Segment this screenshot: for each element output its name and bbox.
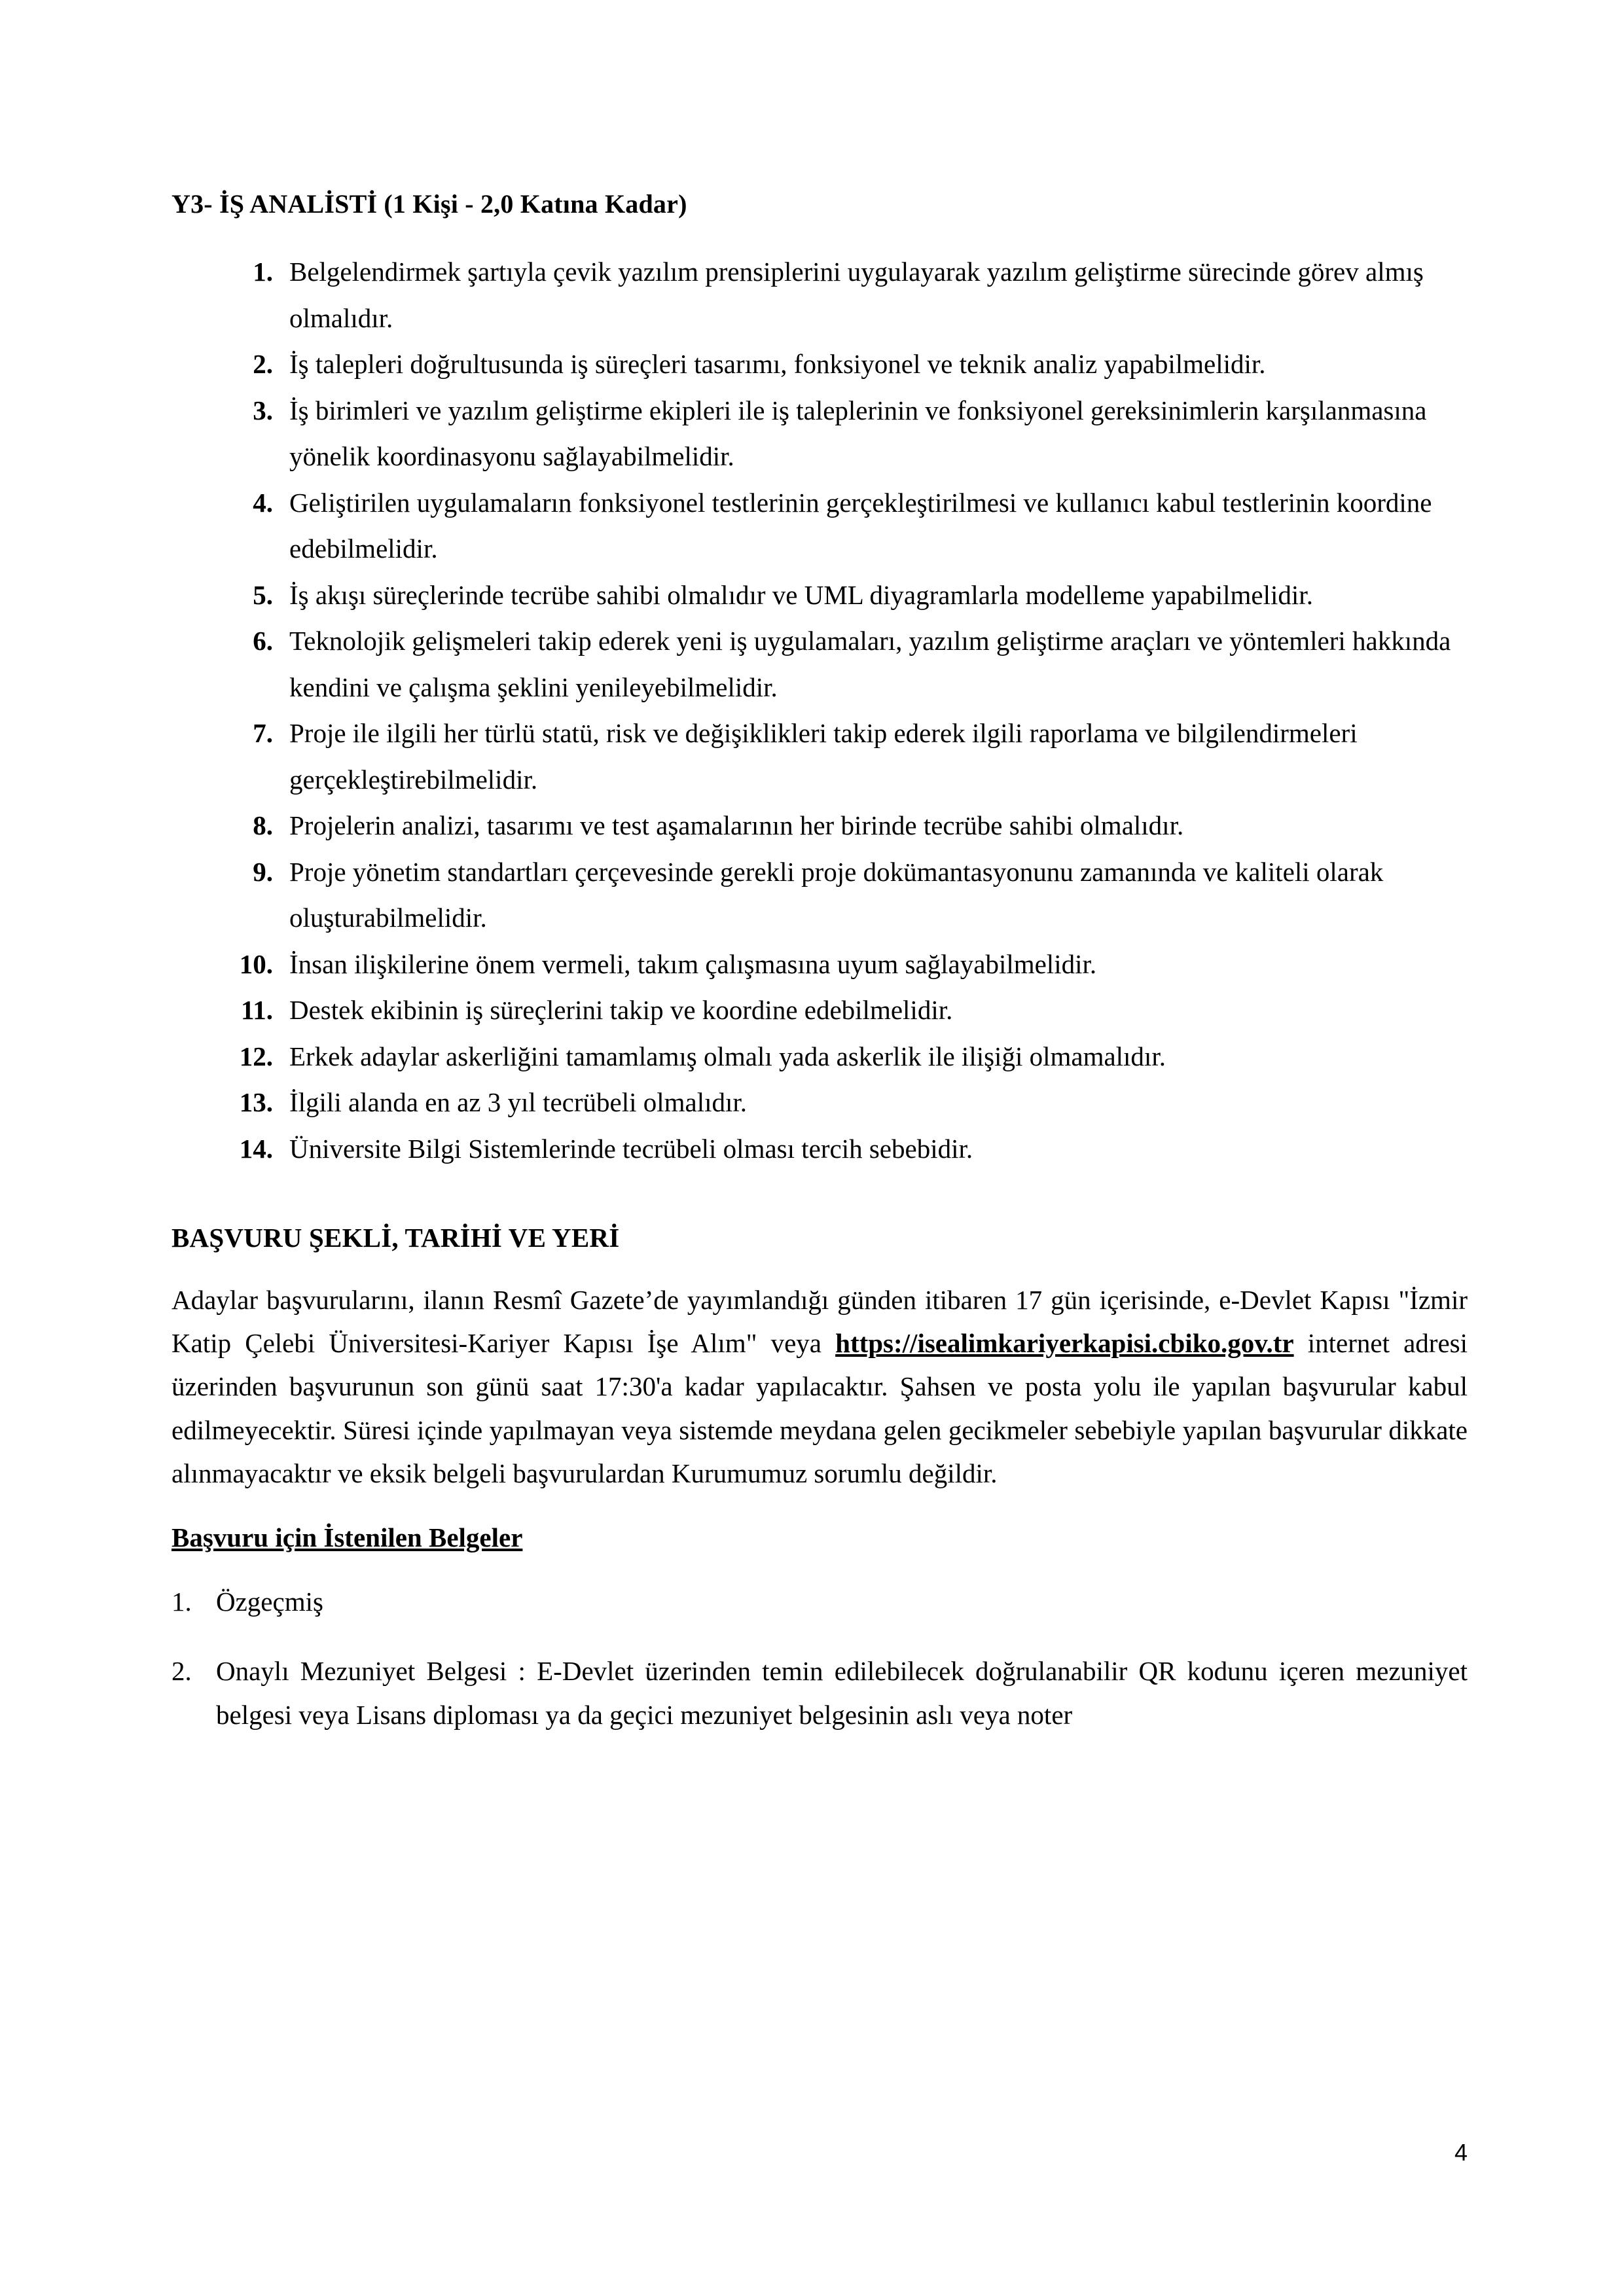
qualifications-list — [171, 249, 1468, 1172]
list-item-text: Erkek adaylar askerliğini tamamlamış olmalı yada askerlik ile ilişiği olmamalıdır. — [289, 1041, 1166, 1071]
list-item — [171, 941, 1468, 988]
list-item-text: Geliştirilen uygulamaların fonksiyonel testlerinin gerçekleştirilmesi ve kullanıcı kabul testlerinin koordine edebilmelidir. — [289, 487, 1432, 564]
list-item-number: 7. — [253, 718, 273, 749]
list-item-number: 1. — [171, 1586, 192, 1617]
list-item-number: 4. — [253, 487, 273, 518]
list-item-number: 5. — [253, 579, 273, 610]
list-item-text: İlgili alanda en az 3 yıl tecrübeli olmalıdır. — [289, 1087, 748, 1118]
list-item — [171, 849, 1468, 941]
list-item-number: 12. — [239, 1041, 273, 1071]
list-item-number: 14. — [239, 1133, 273, 1164]
list-item — [171, 1580, 1468, 1623]
list-item — [171, 387, 1468, 480]
list-item-text: İnsan ilişkilerine önem vermeli, takım çalışmasına uyum sağlayabilmelidir. — [289, 948, 1097, 979]
page-title: Y3- İŞ ANALİSTİ (1 Kişi - 2,0 Katına Kadar) — [171, 189, 687, 219]
application-paragraph — [171, 1278, 1468, 1496]
list-item — [171, 710, 1468, 802]
list-item-text: Üniversite Bilgi Sistemlerinde tecrübeli olması tercih sebebidir. — [289, 1133, 973, 1164]
list-item-number: 2. — [171, 1656, 192, 1687]
list-item-text: Projelerin analizi, tasarımı ve test aşamalarının her birinde tecrübe sahibi olmalıdır. — [289, 810, 1184, 841]
list-item-text: Onaylı Mezuniyet Belgesi : E-Devlet üzerinden temin edilebilecek doğrulanabilir QR kodunu içeren mezuniyet belgesi veya Lisans diploması ya da geçici mezuniyet belgesinin aslı veya noter — [216, 1656, 1468, 1730]
application-section-heading: BAŞVURU ŞEKLİ, TARİHİ VE YERİ — [171, 1223, 620, 1253]
list-item-text: Proje ile ilgili her türlü statü, risk ve değişiklikleri takip ederek ilgili raporlama ve bilgilendirmeleri gerçekleştirebilmelidir. — [289, 718, 1358, 795]
page-number: 4 — [1454, 2139, 1468, 2166]
list-item — [171, 341, 1468, 387]
list-item — [171, 572, 1468, 619]
page-content — [171, 0, 1468, 1736]
list-item — [171, 1033, 1468, 1080]
list-item-number: 9. — [253, 856, 273, 887]
list-item — [171, 987, 1468, 1033]
documents-heading-wrapper — [171, 1496, 1468, 1554]
list-item-number: 11. — [241, 995, 273, 1026]
list-item-text: Destek ekibinin iş süreçlerini takip ve koordine edebilmelidir. — [289, 995, 953, 1026]
list-item-number: 8. — [253, 810, 273, 841]
list-item-text: İş talepleri doğrultusunda iş süreçleri tasarımı, fonksiyonel ve teknik analiz yapabilmelidir. — [289, 349, 1266, 380]
application-url-link[interactable]: https://isealimkariyerkapisi.cbiko.gov.tr — [835, 1327, 1294, 1358]
list-item — [171, 802, 1468, 849]
list-item — [171, 1126, 1468, 1172]
list-item-text: İş birimleri ve yazılım geliştirme ekipleri ile iş taleplerinin ve fonksiyonel gereksinimlerin karşılanmasına yönelik koordinasyonu sağlayabilmelidir. — [289, 395, 1427, 472]
list-item — [171, 249, 1468, 341]
list-item-number: 1. — [253, 257, 273, 287]
list-item-text: Özgeçmiş — [216, 1586, 323, 1617]
list-item-number: 13. — [239, 1087, 273, 1118]
list-item-text: Belgelendirmek şartıyla çevik yazılım prensiplerini uygulayarak yazılım geliştirme sürecinde görev almış olmalıdır. — [289, 257, 1424, 333]
list-item-number: 2. — [253, 349, 273, 380]
list-item-number: 3. — [253, 395, 273, 425]
paragraph-text-after-url: internet adresi üzerinden başvurunun son günü saat 17:30'a kadar yapılacaktır. Şahsen ve posta yolu ile yapılan başvurular kabul edilmeyecektir. Süresi içinde yapılmayan veya sistemde meydana gelen gecikmeler sebebiyle yapılan başvurular dikkate alınmayacaktır ve eksik belgeli başvurulardan Kurumumuz sorumlu değildir. — [171, 1327, 1468, 1489]
list-item — [171, 1079, 1468, 1126]
list-item — [171, 1649, 1468, 1736]
documents-section-heading: Başvuru için İstenilen Belgeler — [171, 1522, 523, 1552]
list-item-number: 6. — [253, 626, 273, 656]
paragraph-text-before-url: Adaylar başvurularını, ilanın Resmî Gazete’de yayımlandığı günden itibaren 17 gün içerisinde, e-Devlet Kapısı "İzmir Katip Çelebi Üniversitesi-Kariyer Kapısı İşe Alım" veya — [171, 1284, 1468, 1358]
list-item-text: İş akışı süreçlerinde tecrübe sahibi olmalıdır ve UML diyagramlarla modelleme yapabilmelidir. — [289, 579, 1313, 610]
list-item — [171, 618, 1468, 710]
list-item — [171, 480, 1468, 572]
list-item-text: Proje yönetim standartları çerçevesinde gerekli proje dokümantasyonunu zamanında ve kaliteli olarak oluşturabilmelidir. — [289, 856, 1384, 933]
list-item-text: Teknolojik gelişmeleri takip ederek yeni iş uygulamaları, yazılım geliştirme araçları ve yöntemleri hakkında kendini ve çalışma şeklini yenileyebilmelidir. — [289, 626, 1451, 702]
list-item-number: 10. — [239, 948, 273, 979]
required-documents-list — [171, 1580, 1468, 1736]
